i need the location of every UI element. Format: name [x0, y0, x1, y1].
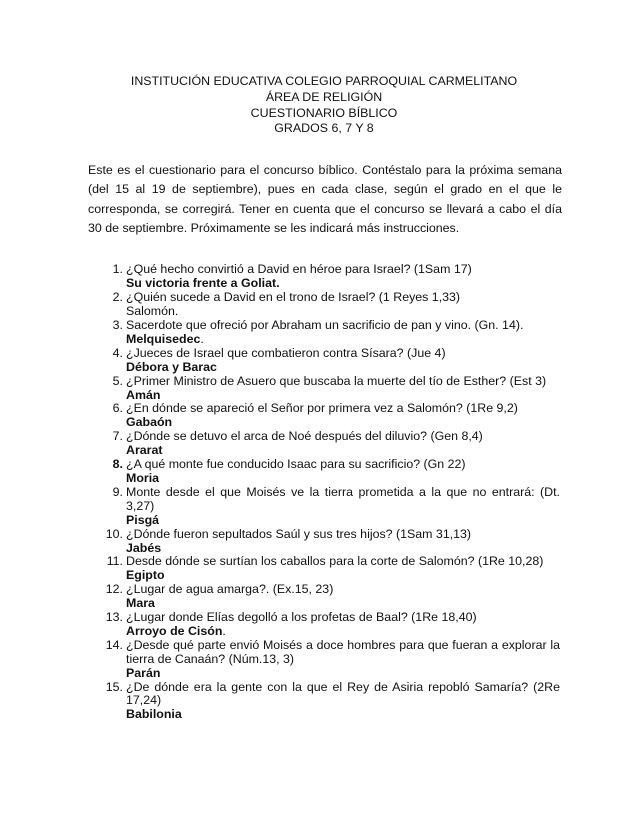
question-item — [88, 555, 560, 583]
question-text: ¿Lugar de agua amarga?. (Ex.15, 23) — [126, 582, 334, 597]
question-item — [88, 402, 560, 430]
question-body — [126, 611, 560, 639]
question-item — [88, 486, 560, 528]
question-text: ¿Dónde fueron sepultados Saúl y sus tres hijos? (1Sam 31,13) — [126, 526, 472, 541]
question-list — [88, 263, 560, 722]
answer-value: Egipto — [126, 568, 165, 583]
question-number: 3. — [112, 318, 123, 332]
answer-text — [126, 333, 560, 347]
answer-value: Amán — [126, 387, 161, 402]
question-text: ¿Primer Ministro de Asuero que buscaba la muerte del tío de Esther? (Est 3) — [126, 373, 547, 388]
answer-text — [126, 305, 560, 319]
question-body — [126, 458, 560, 486]
question-number: 1. — [112, 262, 123, 277]
question-item — [88, 458, 560, 486]
question-body — [126, 291, 560, 319]
document-header — [82, 74, 566, 137]
question-number: 2. — [112, 290, 123, 305]
answer-text — [126, 472, 560, 486]
answer-text — [126, 514, 560, 528]
question-number: 13. — [105, 610, 123, 625]
question-item — [88, 639, 560, 681]
question-text: ¿Desde qué parte envió Moisés a doce hombres para que fueran a explorar la tierra de Canaán? (Núm.13, 3) — [126, 637, 560, 666]
intro-paragraph: Este es el cuestionario para el concurso bíblico. Contéstalo para la próxima semana (del 15 al 19 de septiembre), pues en cada clase, según el grado en el que le corresponda, se corregirá. Tener en cuenta que el concurso se llevará a cabo el día 30 de septiembre. Próximamente se les indicará más instrucciones. — [88, 163, 562, 236]
question-body — [126, 402, 560, 430]
question-item — [88, 263, 560, 291]
question-item — [88, 611, 560, 639]
area-name: ÁREA DE RELIGIÓN — [265, 89, 383, 104]
question-body — [126, 528, 560, 556]
answer-value: Mara — [126, 596, 155, 611]
question-item — [88, 430, 560, 458]
answer-text — [126, 277, 560, 291]
question-text: ¿Jueces de Israel que combatieron contra Sísara? (Jue 4) — [126, 345, 446, 360]
answer-value: Salomón. — [126, 304, 179, 319]
answer-value: Babilonia — [126, 707, 182, 722]
answer-value: Moria — [126, 470, 160, 485]
question-number: 14. — [105, 637, 123, 652]
question-item — [88, 375, 560, 403]
question-body — [126, 639, 560, 681]
answer-value: Gabaón — [126, 415, 173, 430]
question-body — [126, 347, 560, 375]
answer-punctuation: . — [200, 331, 204, 346]
question-item — [88, 528, 560, 556]
answer-value: Arroyo de Cisón — [126, 623, 223, 638]
answer-text — [126, 625, 560, 639]
answer-value: Su victoria frente a Goliat. — [126, 276, 280, 291]
question-text: ¿Dónde se detuvo el arca de Noé después del diluvio? (Gen 8,4) — [126, 429, 483, 444]
question-number: 5. — [112, 373, 123, 388]
question-item — [88, 681, 560, 723]
question-body — [126, 486, 560, 528]
question-text: ¿Lugar donde Elías degolló a los profetas de Baal? (1Re 18,40) — [126, 610, 477, 625]
question-body — [126, 319, 560, 347]
answer-text — [126, 416, 560, 430]
answer-value: Parán — [126, 665, 161, 680]
question-text: Sacerdote que ofreció por Abraham un sacrificio de pan y vino. (Gn. 14). — [126, 318, 524, 332]
question-number: 8. — [112, 457, 123, 472]
question-number: 9. — [112, 484, 123, 499]
question-body — [126, 555, 560, 583]
question-item — [88, 291, 560, 319]
document-title: CUESTIONARIO BÍBLICO — [250, 105, 398, 120]
question-text: ¿En dónde se apareció el Señor por primera vez a Salomón? (1Re 9,2) — [126, 401, 518, 416]
question-number: 7. — [112, 429, 123, 444]
answer-text — [126, 597, 560, 611]
answer-value: Jabés — [126, 540, 162, 555]
answer-text — [126, 361, 560, 375]
question-text: ¿A qué monte fue conducido Isaac para su sacrificio? (Gn 22) — [126, 457, 466, 472]
answer-value: Ararat — [126, 443, 163, 458]
question-body — [126, 681, 560, 723]
question-number: 6. — [112, 401, 123, 416]
question-item — [88, 319, 560, 347]
question-number: 4. — [112, 345, 123, 360]
answer-text — [126, 667, 560, 681]
answer-value: Melquisedec — [126, 331, 201, 346]
question-body — [126, 375, 560, 403]
question-number: 11. — [106, 554, 123, 569]
question-text: Monte desde el que Moisés ve la tierra prometida a la que no entrará: (Dt. 3,27) — [126, 484, 560, 513]
question-number: 12. — [105, 582, 123, 597]
question-item — [88, 583, 560, 611]
question-text: Desde dónde se surtían los caballos para la corte de Salomón? (1Re 10,28) — [126, 554, 544, 569]
question-body — [126, 263, 560, 291]
grades-line: GRADOS 6, 7 Y 8 — [274, 121, 374, 136]
answer-text — [126, 569, 560, 583]
answer-punctuation: . — [222, 623, 226, 638]
question-body — [126, 583, 560, 611]
question-text: ¿Qué hecho convirtió a David en héroe para Israel? (1Sam 17) — [126, 262, 472, 277]
question-body — [126, 430, 560, 458]
question-text: ¿De dónde era la gente con la que el Rey de Asiria repobló Samaría? (2Re 17,24) — [126, 679, 560, 708]
answer-text — [126, 542, 560, 556]
answer-text — [126, 389, 560, 403]
question-item — [88, 347, 560, 375]
question-text: ¿Quién sucede a David en el trono de Israel? (1 Reyes 1,33) — [126, 290, 461, 305]
answer-value: Pisgá — [126, 512, 160, 527]
question-number: 15. — [105, 679, 123, 694]
answer-text — [126, 444, 560, 458]
answer-text — [126, 708, 560, 722]
answer-value: Débora y Barac — [126, 359, 217, 374]
institution-name: INSTITUCIÓN EDUCATIVA COLEGIO PARROQUIAL CARMELITANO — [130, 74, 518, 88]
question-number: 10. — [105, 526, 123, 541]
